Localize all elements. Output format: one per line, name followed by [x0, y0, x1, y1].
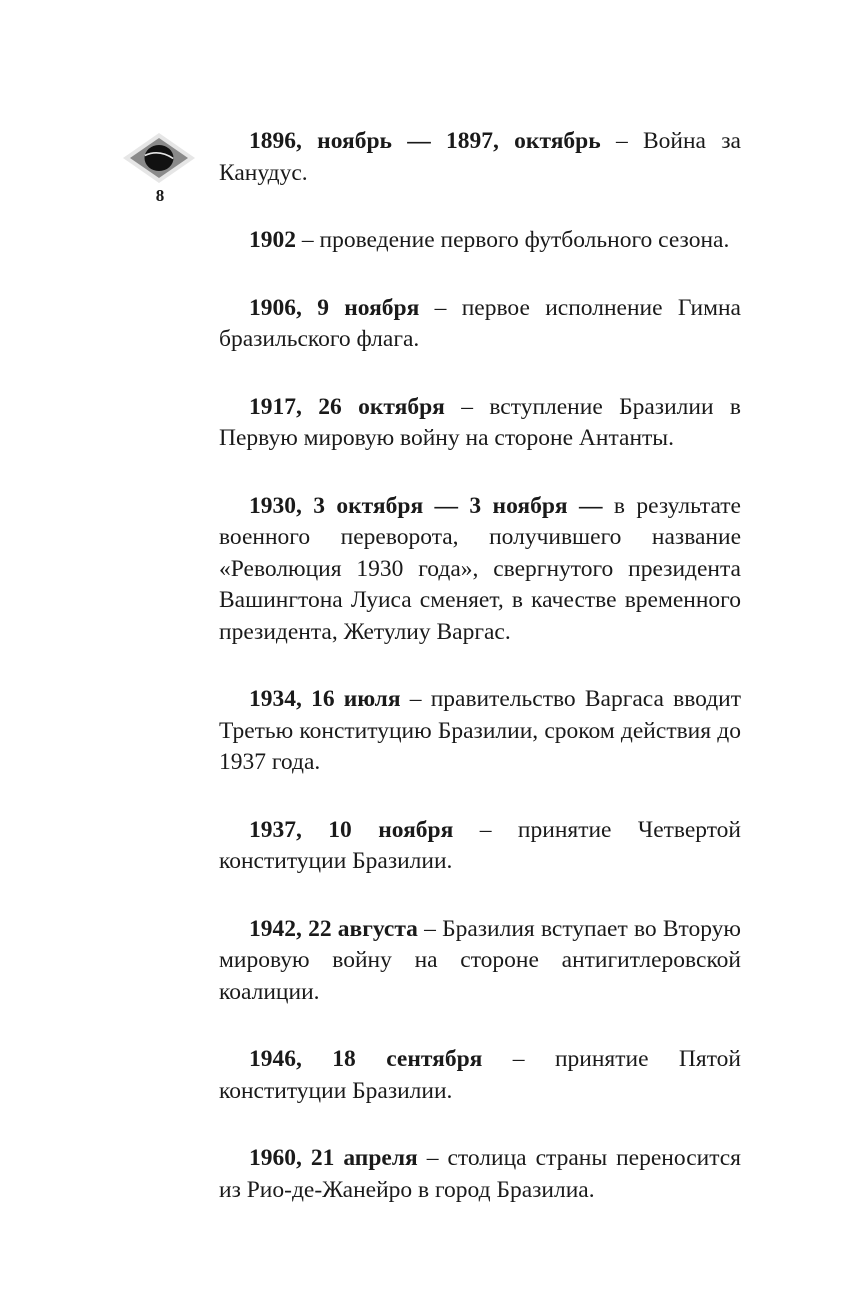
chronology-entry [219, 684, 741, 779]
entry-text: – принятие Четвертой конституции Бразилии. [219, 816, 742, 874]
entry-date: 1937, 10 ноября [249, 816, 454, 843]
chronology-entry [219, 392, 741, 455]
entry-date: 1960, 21 апреля [249, 1145, 418, 1171]
entry-date: 1946, 18 сентября [249, 1046, 483, 1072]
entry-text: – проведение первого футбольного сезона. [296, 227, 730, 253]
entry-text: – Война за Канудус. [219, 128, 741, 186]
chronology-entry [219, 491, 741, 649]
chronology-entry [219, 815, 741, 878]
entry-text: – принятие Пятой конституции Бразилии. [219, 1046, 741, 1104]
chronology-entry [219, 1044, 741, 1107]
chronology-list [219, 126, 741, 1242]
chronology-entry [219, 225, 741, 257]
entry-text: в результате военного переворота, получившего название «Революция 1930 года», свергнутого президента Вашингтона Луиса сменяет, в качестве временного президента, Жетулиу Варгас. [219, 492, 741, 645]
entry-text: – правительство Варгаса вводит Третью конституцию Бразилии, сроком действия до 1937 года. [219, 686, 741, 775]
entry-date: 1930, 3 октября — 3 ноября — [249, 492, 603, 519]
entry-text: – столица страны переносится из Рио-де-Жанейро в город Бразилиа. [219, 1145, 741, 1203]
page-number: 8 [155, 186, 165, 205]
brazil-flag-emblem-icon [123, 133, 195, 183]
entry-text: – Бразилия вступает во Вторую мировую войну на стороне антигитлеровской коалиции. [219, 915, 741, 1005]
emblem-globe [145, 145, 174, 171]
entry-date: 1934, 16 июля [249, 686, 401, 712]
entry-text: – первое исполнение Гимна бразильского флага. [219, 294, 741, 352]
entry-date: 1942, 22 августа [249, 915, 418, 942]
entry-text: – вступление Бразилии в Первую мировую войну на стороне Антанты. [219, 393, 741, 451]
chronology-entry [219, 293, 741, 356]
entry-date: 1902 [249, 227, 296, 253]
entry-date: 1906, 9 ноября [249, 294, 420, 321]
entry-date: 1917, 26 октября [249, 393, 445, 420]
chronology-entry [219, 126, 741, 189]
chronology-entry [219, 1143, 741, 1206]
entry-date: 1896, ноябрь — 1897, октябрь [249, 128, 601, 154]
chronology-entry [219, 914, 741, 1009]
